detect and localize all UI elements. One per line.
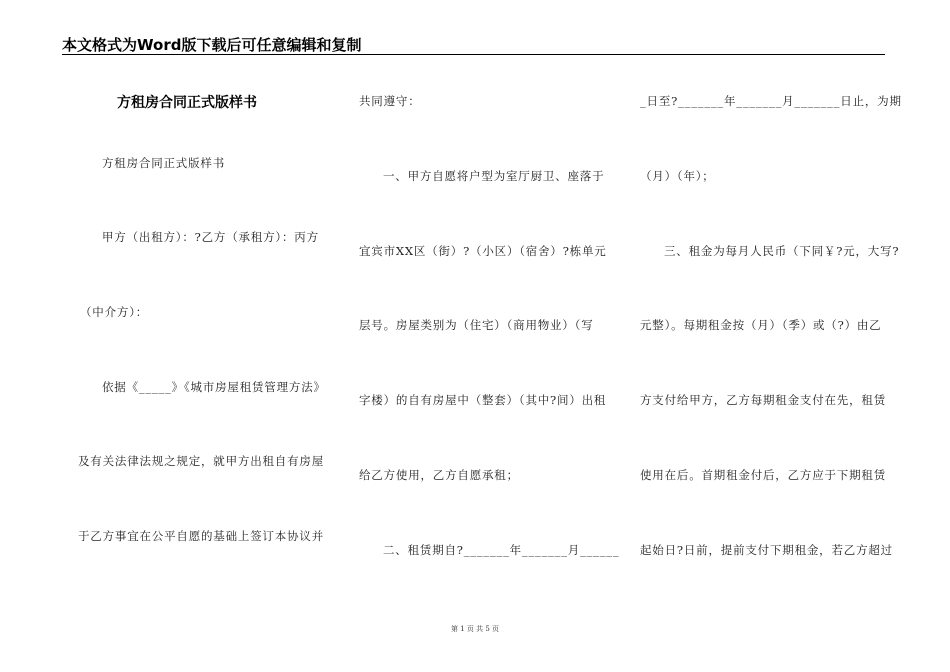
- text-line: 方支付给甲方，乙方每期租金支付在先，租赁: [640, 393, 886, 407]
- text-line: 层号。房屋类别为（住宅）（商用物业）（写: [359, 318, 594, 332]
- text-line: 三、租金为每月人民币（下同￥?元，大写?: [664, 244, 900, 258]
- text-line: 共同遵守：: [359, 94, 421, 108]
- text-line: 方租房合同正式版样书: [102, 156, 225, 170]
- text-line: 及有关法律法规之规定，就甲方出租自有房屋: [78, 454, 324, 468]
- text-line: 一、甲方自愿将户型为室厅厨卫、座落于: [383, 169, 605, 183]
- text-line: _日至?_______年_______月_______日止，为期: [640, 94, 902, 108]
- text-line: 于乙方事宜在公平自愿的基础上签订本协议并: [78, 529, 324, 543]
- text-line: 给乙方使用，乙方自愿承租；: [359, 468, 519, 482]
- text-line: 元整）。每期租金按（月）（季）或（?）由乙: [640, 318, 882, 332]
- text-line: （月）（年）；: [640, 169, 715, 183]
- text-line: 二、租赁期自?_______年_______月______: [383, 543, 620, 557]
- text-line: 依据《_____》《城市房屋租赁管理方法》: [102, 380, 326, 394]
- text-line: （中介方）：: [80, 305, 149, 319]
- text-line: 使用在后。首期租金付后，乙方应于下期租赁: [640, 468, 886, 482]
- document-title: 方租房合同正式版样书: [117, 95, 257, 111]
- header-divider: [62, 54, 885, 55]
- text-line: 起始日?日前，提前支付下期租金，若乙方超过: [640, 543, 893, 557]
- text-line: 甲方（出租方）：?乙方（承租方）：丙方: [102, 230, 319, 244]
- text-line: 宜宾市XX区（街）?（小区）（宿舍）?栋单元: [359, 244, 607, 258]
- page-number: 第 1 页 共 5 页: [450, 625, 500, 633]
- text-line: 字楼）的自有房屋中（整套）（其中?间）出租: [359, 393, 607, 407]
- document-header: 本文格式为Word版下载后可任意编辑和复制: [62, 36, 362, 54]
